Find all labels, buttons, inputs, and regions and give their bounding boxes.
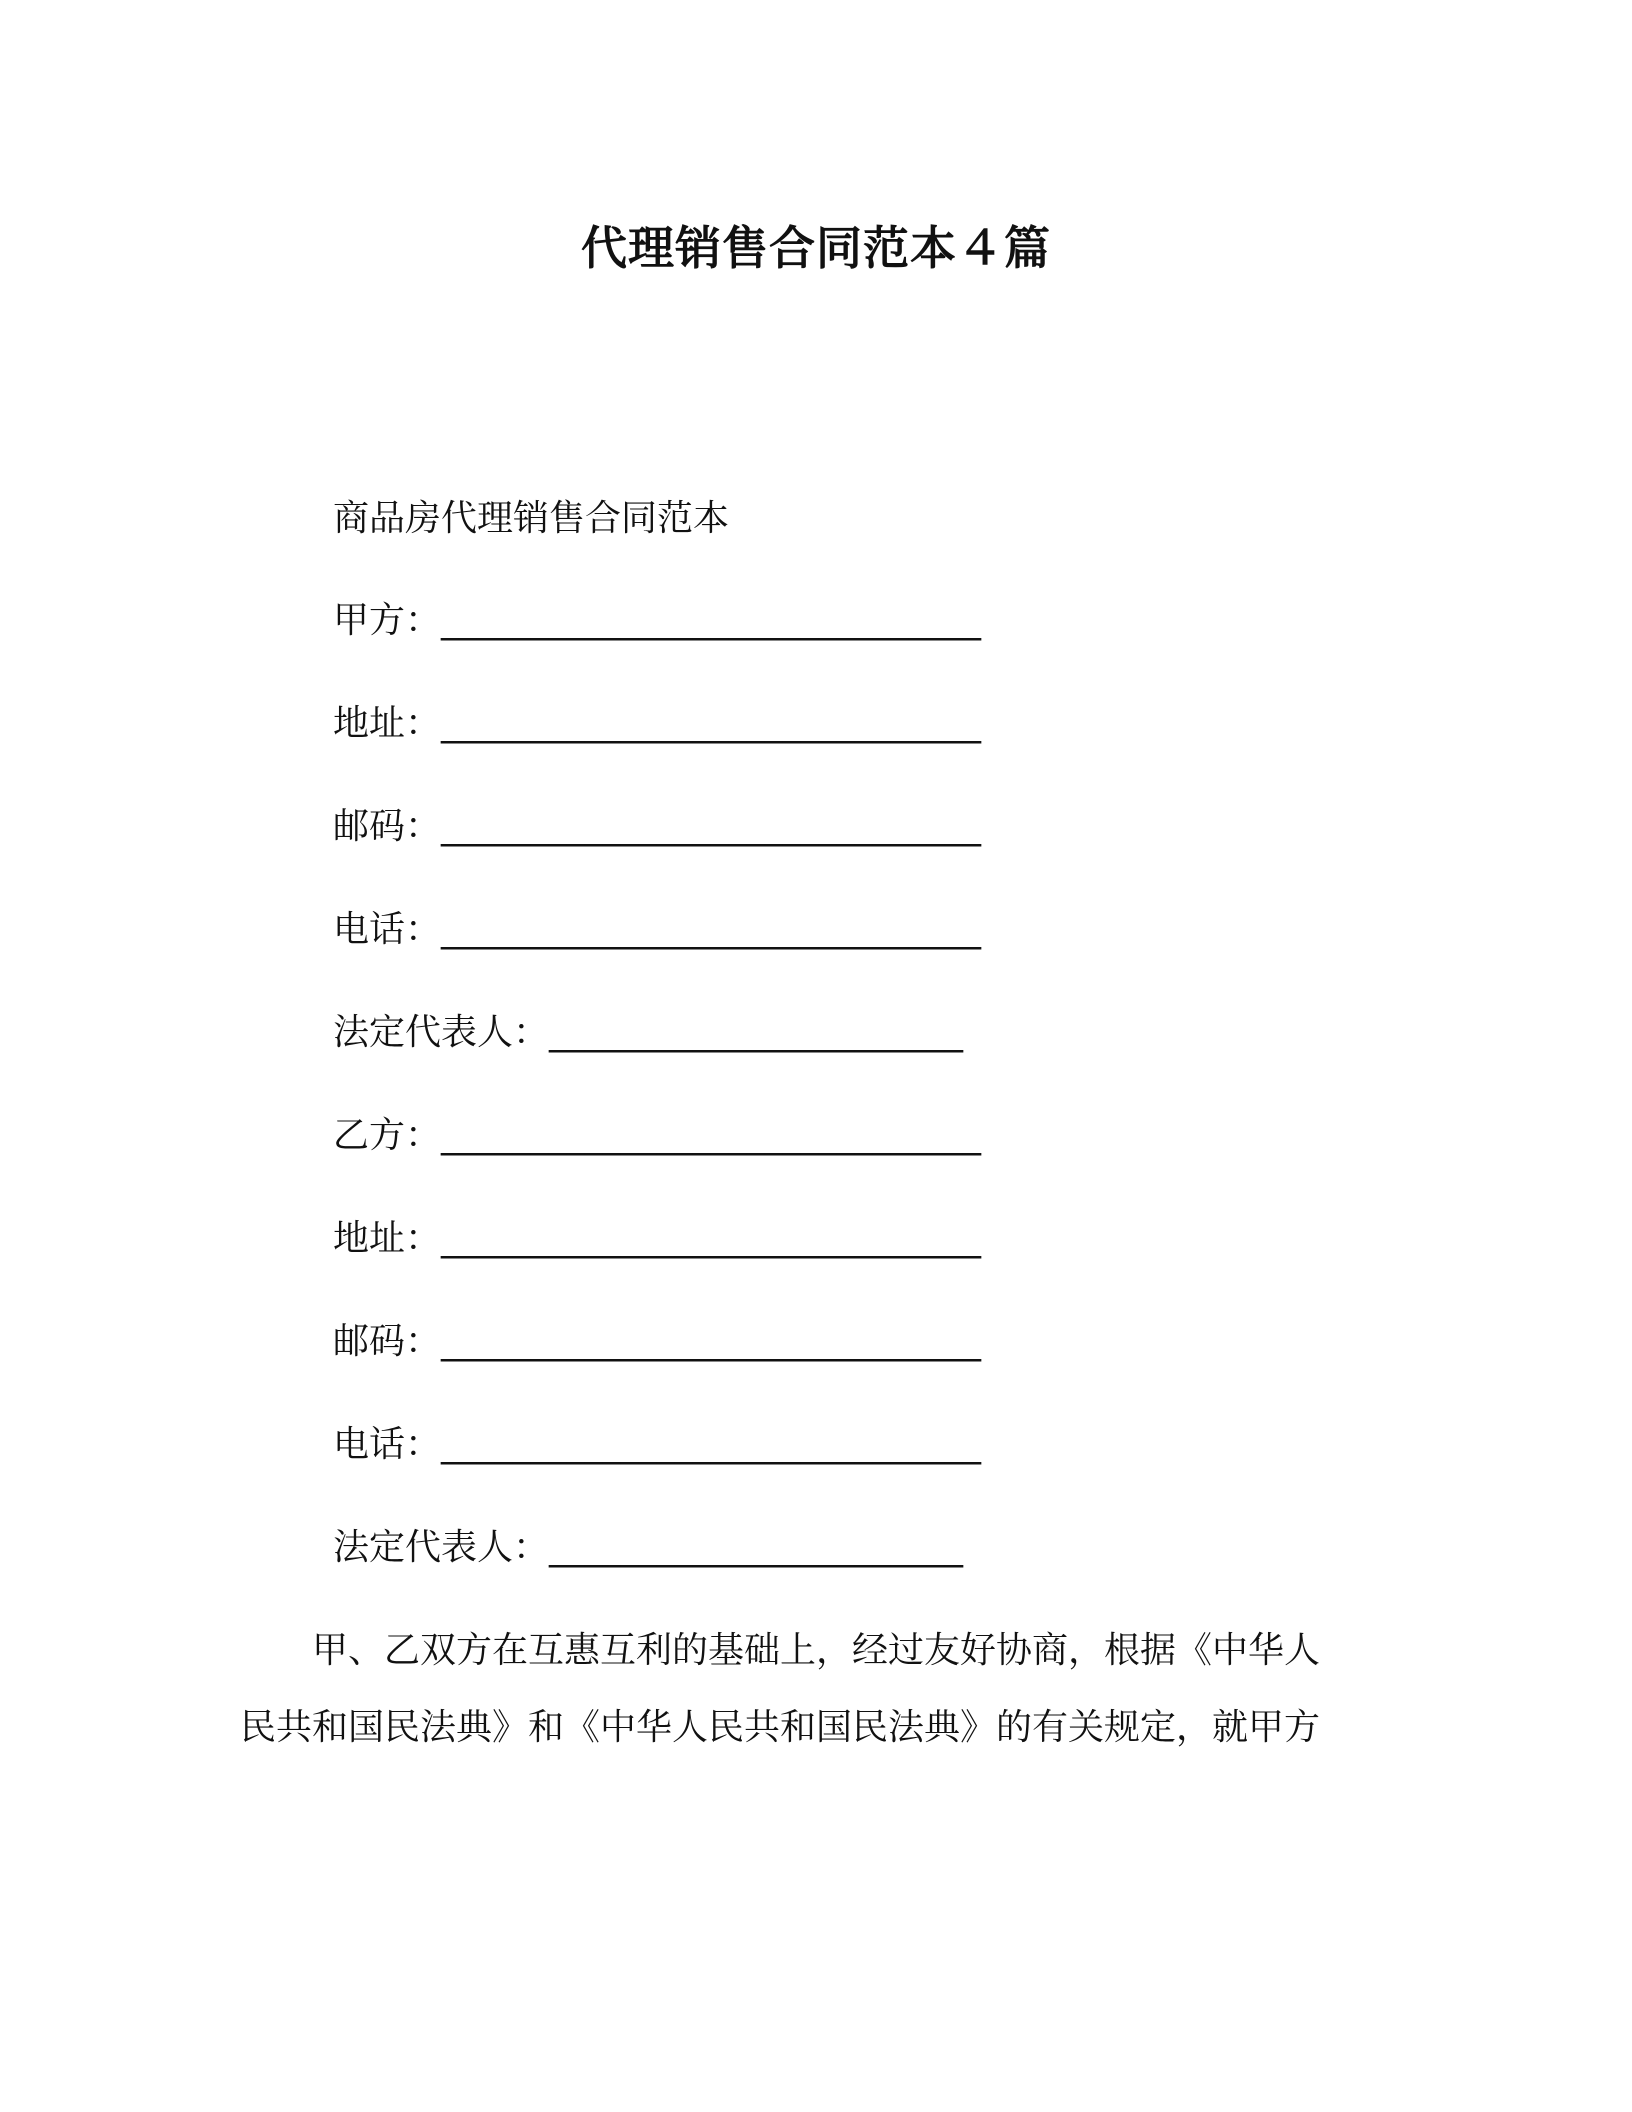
contract-subtitle: 商品房代理销售合同范本 (333, 498, 730, 539)
field-label: 甲方： (333, 600, 442, 641)
party-a-legal-rep-field (333, 1006, 963, 1060)
field-label: 法定代表人： (333, 1527, 550, 1568)
field-label: 电话： (333, 1424, 442, 1465)
party-b-name-field (333, 1109, 981, 1163)
fill-in-blank: ______________________________ (441, 1321, 982, 1362)
fill-in-blank: ______________________________ (441, 1115, 982, 1156)
field-label: 邮码： (333, 806, 442, 847)
body-paragraph-line: 民共和国民法典》和《中华人民共和国民法典》的有关规定，就甲方 (240, 1707, 1321, 1748)
fill-in-blank: ______________________________ (441, 1218, 982, 1259)
party-b-legal-rep-field (333, 1521, 963, 1575)
fill-in-blank: ______________________________ (441, 909, 982, 950)
fill-in-blank: _______________________ (549, 1527, 964, 1568)
fill-in-blank: ______________________________ (441, 600, 982, 641)
field-label: 乙方： (333, 1115, 442, 1156)
field-label: 电话： (333, 909, 442, 950)
party-a-postcode-field (333, 800, 981, 854)
party-b-phone-field (333, 1418, 981, 1472)
fill-in-blank: _______________________ (549, 1012, 964, 1053)
party-b-address-field (333, 1212, 981, 1266)
party-a-address-field (333, 697, 981, 751)
party-a-phone-field (333, 903, 981, 957)
field-label: 地址： (333, 1218, 442, 1259)
field-label: 地址： (333, 703, 442, 744)
fill-in-blank: ______________________________ (441, 703, 982, 744)
party-b-postcode-field (333, 1315, 981, 1369)
field-label: 邮码： (333, 1321, 442, 1362)
fill-in-blank: ______________________________ (441, 1424, 982, 1465)
body-paragraph-line: 甲、乙双方在互惠互利的基础上，经过友好协商，根据《中华人 (240, 1630, 1321, 1671)
field-label: 法定代表人： (333, 1012, 550, 1053)
party-a-name-field (333, 594, 981, 648)
fill-in-blank: ______________________________ (441, 806, 982, 847)
document-title: 代理销售合同范本４篇 (581, 221, 1051, 275)
